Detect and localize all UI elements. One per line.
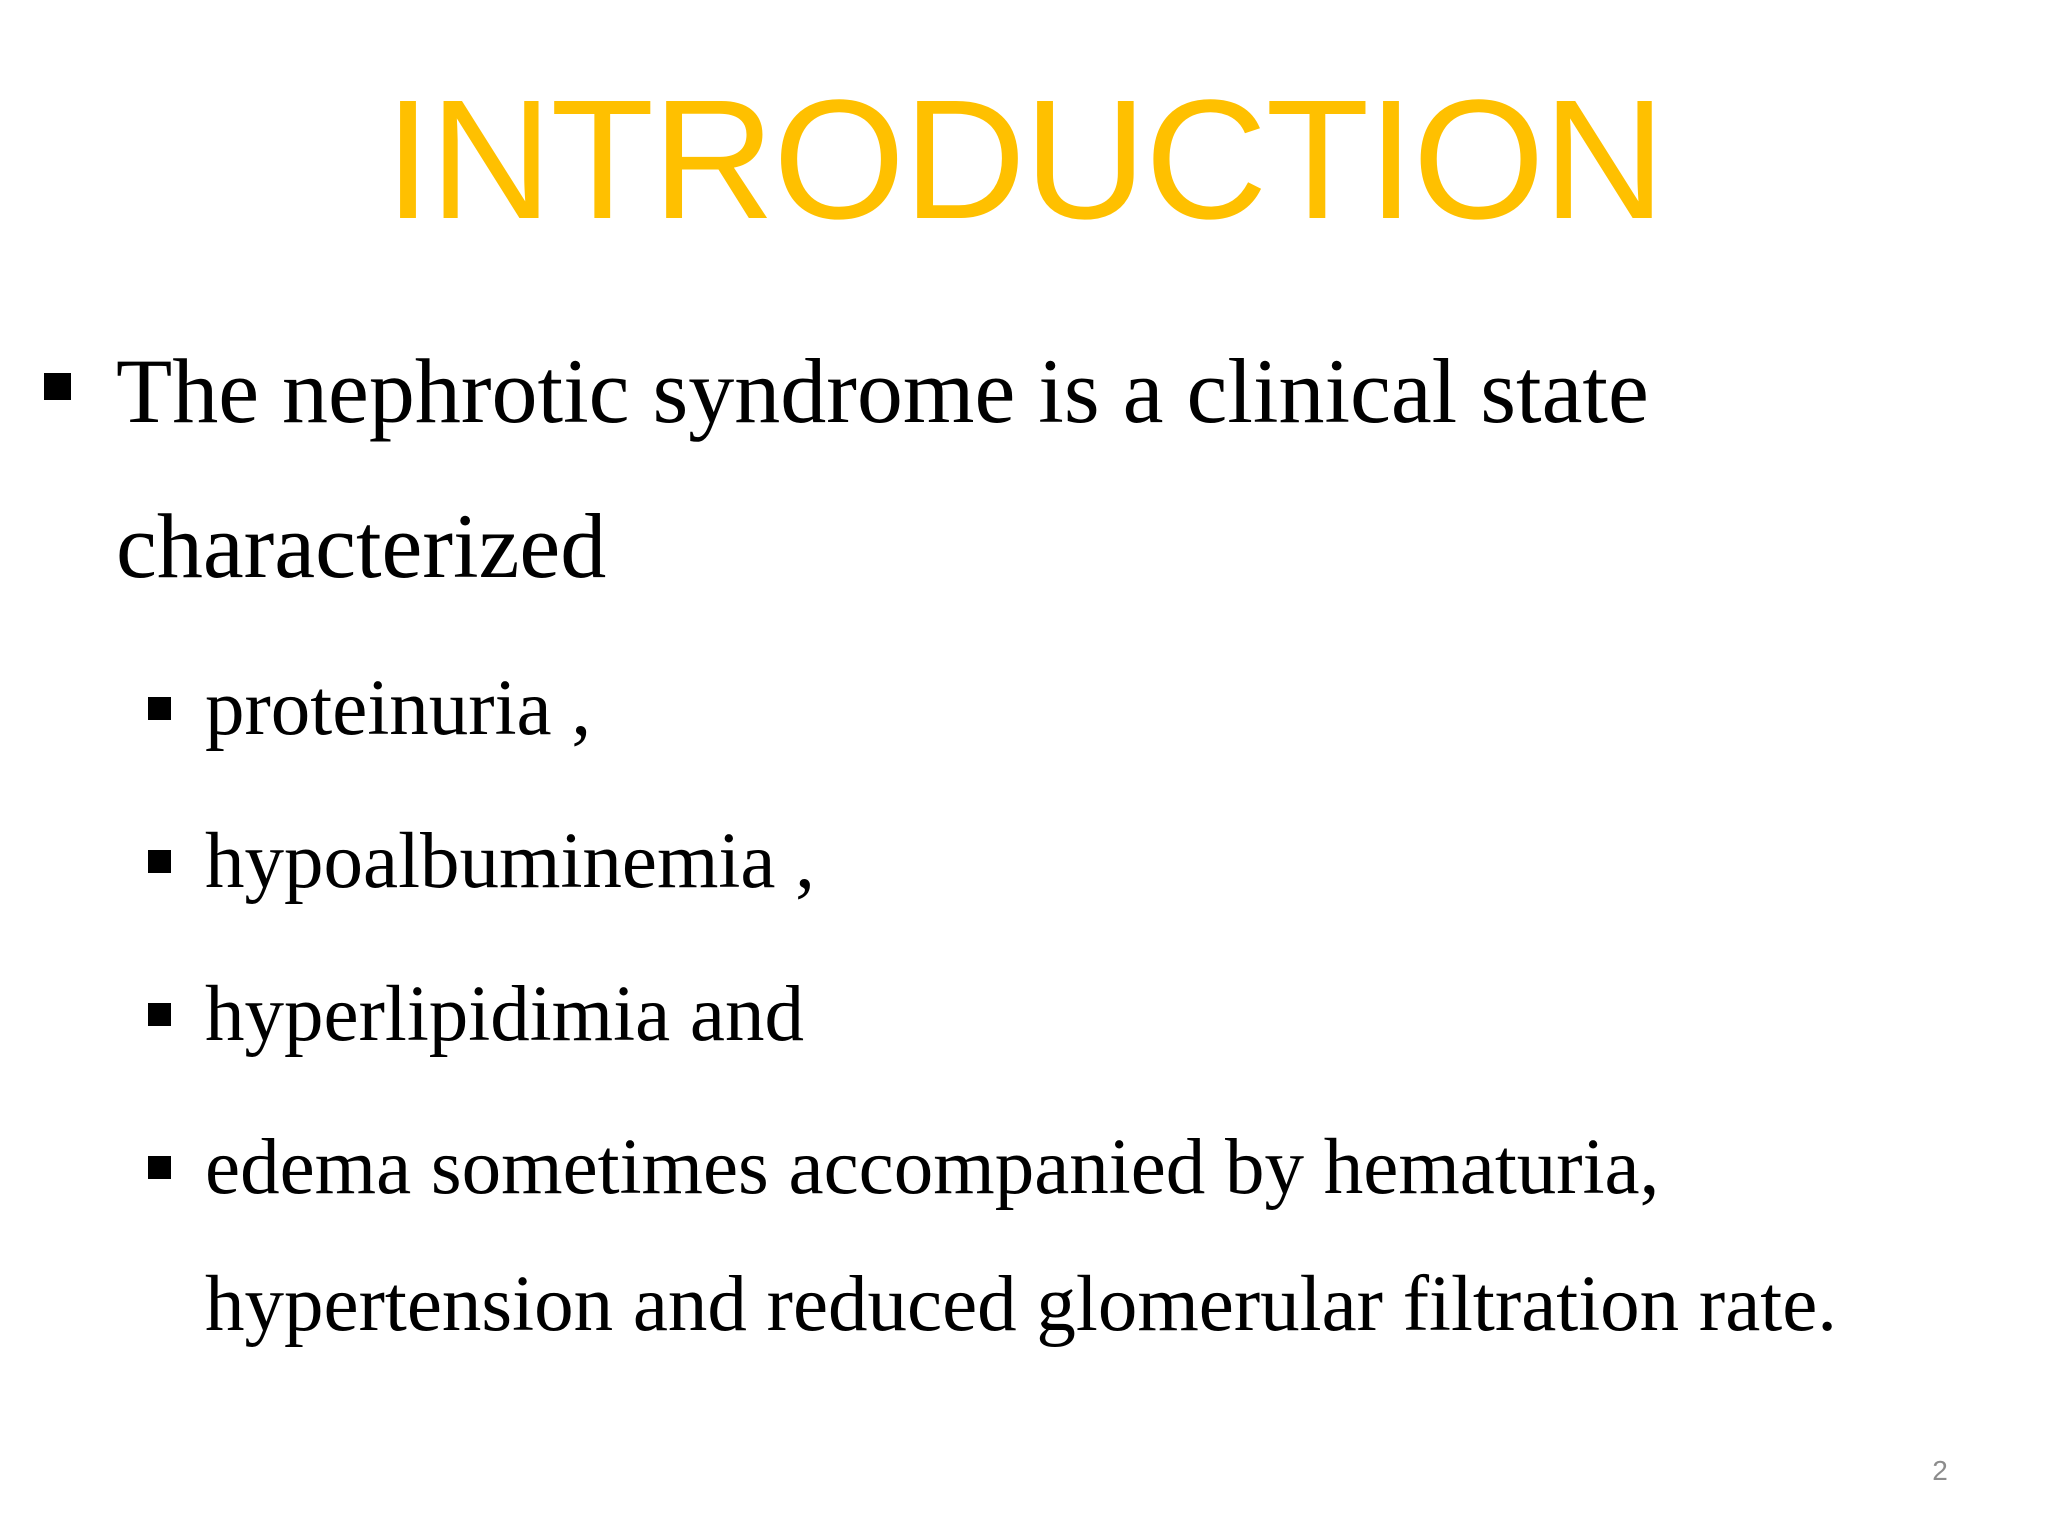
- square-bullet-icon: [148, 697, 171, 720]
- main-point-line-1: The nephrotic syndrome is a clinical state: [116, 340, 1649, 442]
- sub-point-hypoalbuminemia: hypoalbuminemia ,: [205, 818, 815, 905]
- square-bullet-icon: [148, 1156, 171, 1179]
- square-bullet-icon: [148, 1003, 171, 1026]
- page-number: 2: [1932, 1455, 1948, 1486]
- square-bullet-icon: [148, 850, 171, 873]
- slide-title: INTRODUCTION: [384, 65, 1664, 255]
- sub-point-hyperlipidimia: hyperlipidimia and: [205, 971, 804, 1058]
- sub-point-edema-line-2: hypertension and reduced glomerular filtration rate.: [205, 1261, 1838, 1348]
- main-point-line-2: characterized: [116, 495, 607, 597]
- square-bullet-icon: [44, 373, 71, 400]
- sub-point-proteinuria: proteinuria ,: [205, 665, 592, 752]
- sub-point-edema-line-1: edema sometimes accompanied by hematuria,: [205, 1124, 1660, 1211]
